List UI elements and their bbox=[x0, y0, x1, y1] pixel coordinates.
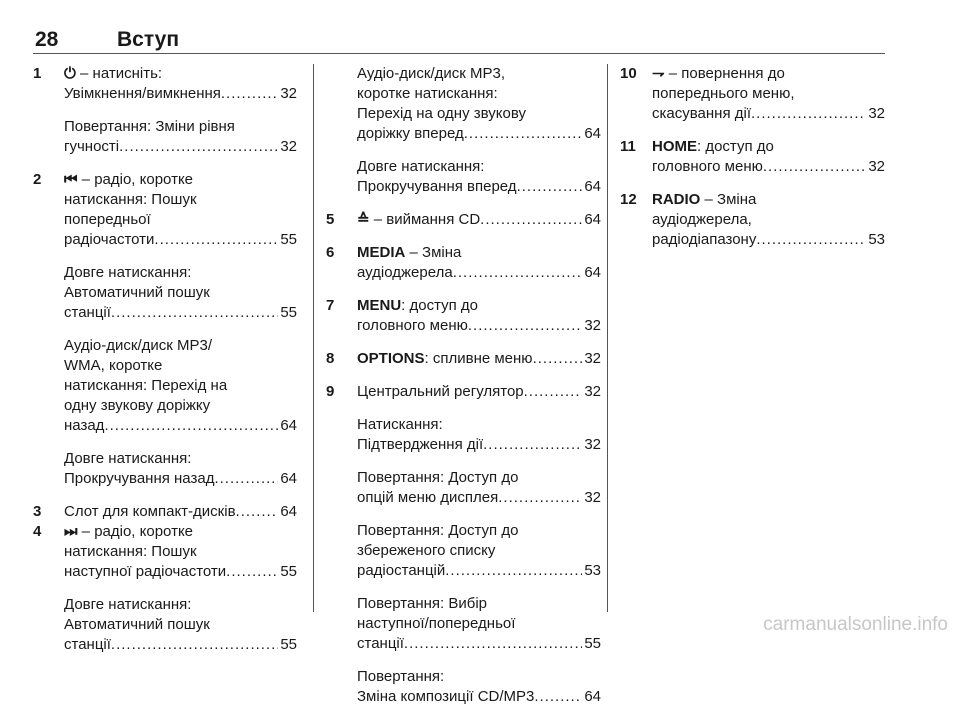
entry-text: натискання: Пошук bbox=[64, 191, 197, 208]
column-2 bbox=[326, 64, 601, 720]
entry-text: радіостанцій bbox=[357, 562, 446, 579]
page-ref: 53 bbox=[584, 562, 601, 579]
entry-12 bbox=[620, 190, 885, 250]
entry-text: гучності bbox=[64, 138, 120, 155]
entry-text: натискання: Перехід на bbox=[64, 377, 228, 394]
page-ref: 32 bbox=[868, 105, 885, 122]
entry-text: станції bbox=[64, 304, 111, 321]
entry-5 bbox=[326, 210, 601, 230]
entry-7 bbox=[326, 296, 601, 336]
entry-text: Повертання: Доступ до bbox=[357, 469, 519, 486]
page-ref: 64 bbox=[280, 470, 297, 487]
page-ref: 55 bbox=[280, 636, 297, 653]
back-icon: ⇁ bbox=[652, 65, 665, 82]
page-ref: 32 bbox=[868, 158, 885, 175]
page-ref: 64 bbox=[584, 264, 601, 281]
column-1 bbox=[33, 64, 297, 668]
page-ref: 64 bbox=[280, 503, 297, 520]
entry-number: 1 bbox=[33, 65, 42, 82]
entry-number: 7 bbox=[326, 297, 335, 314]
watermark: carmanualsonline.info bbox=[763, 614, 948, 635]
entry-text: коротке натискання: bbox=[357, 85, 498, 102]
entry-text: аудіоджерела bbox=[357, 264, 453, 281]
entry-number: 8 bbox=[326, 350, 335, 367]
page-ref: 32 bbox=[584, 383, 601, 400]
entry-text: Повертання: Зміни рівня bbox=[64, 118, 235, 135]
page-ref: 32 bbox=[584, 317, 601, 334]
entry-text: скасування дії bbox=[652, 105, 751, 122]
radio-button-label: RADIO bbox=[652, 191, 701, 208]
entry-number: 6 bbox=[326, 244, 335, 261]
entry-text: : спливне меню bbox=[424, 350, 533, 367]
entry-number: 3 bbox=[33, 503, 42, 520]
column-divider-1 bbox=[313, 64, 314, 612]
page-ref: 55 bbox=[280, 231, 297, 248]
page-ref: 32 bbox=[280, 85, 297, 102]
column-3 bbox=[620, 64, 885, 263]
page-title: Вступ bbox=[117, 28, 180, 51]
entry-text: Довге натискання: bbox=[64, 450, 192, 467]
page-ref: 32 bbox=[584, 489, 601, 506]
entry-text: опцій меню дисплея bbox=[357, 489, 499, 506]
entry-number: 2 bbox=[33, 171, 42, 188]
entry-11 bbox=[620, 137, 885, 177]
entry-text: назад bbox=[64, 417, 105, 434]
page-ref: 64 bbox=[280, 417, 297, 434]
entry-text: – радіо, коротке bbox=[77, 171, 194, 188]
entry-text: доріжку вперед bbox=[357, 125, 464, 142]
entry-1 bbox=[33, 64, 297, 157]
entry-text: Прокручування назад bbox=[64, 470, 215, 487]
entry-text: Натискання: bbox=[357, 416, 443, 433]
entry-text: Підтвердження дії bbox=[357, 436, 484, 453]
entry-text: аудіоджерела, bbox=[652, 211, 752, 228]
skip-forward-icon: ⏭ bbox=[64, 523, 78, 540]
entry-text: попередньої bbox=[64, 211, 151, 228]
entry-text: : доступ до bbox=[401, 297, 479, 314]
entry-text: – виймання CD bbox=[369, 211, 481, 228]
entry-6 bbox=[326, 243, 601, 283]
entry-text: Центральний регулятор bbox=[357, 383, 524, 400]
page-ref: 64 bbox=[584, 688, 601, 705]
entry-text: наступної радіочастоти bbox=[64, 563, 227, 580]
entry-text: Зміна композиції CD/MP3 bbox=[357, 688, 535, 705]
entry-text: станції bbox=[64, 636, 111, 653]
entry-text: Перехід на одну звукову bbox=[357, 105, 526, 122]
skip-back-icon: ⏮ bbox=[64, 171, 78, 188]
entry-number: 4 bbox=[33, 523, 42, 540]
entry-text: Увімкнення/вимкнення bbox=[64, 85, 221, 102]
options-button-label: OPTIONS bbox=[357, 350, 425, 367]
entry-text: : доступ до bbox=[697, 138, 774, 155]
entry-text: – Зміна bbox=[405, 244, 462, 261]
entry-text: одну звукову доріжку bbox=[64, 397, 211, 414]
entry-number: 10 bbox=[620, 65, 637, 82]
entry-4-continued bbox=[326, 64, 601, 197]
entry-text: наступної/попередньої bbox=[357, 615, 516, 632]
entry-number: 12 bbox=[620, 191, 637, 208]
entry-text: Автоматичний пошук bbox=[64, 616, 210, 633]
entry-text: натискання: Пошук bbox=[64, 543, 197, 560]
page-header bbox=[33, 28, 885, 54]
entry-text: головного меню bbox=[357, 317, 468, 334]
header-rule bbox=[33, 53, 885, 54]
entry-3 bbox=[33, 502, 297, 522]
entry-9 bbox=[326, 382, 601, 707]
entry-text: станції bbox=[357, 635, 404, 652]
entry-number: 11 bbox=[620, 138, 636, 155]
menu-button-label: MENU bbox=[357, 297, 402, 314]
entry-number: 9 bbox=[326, 383, 335, 400]
entry-text: Повертання: Вибір bbox=[357, 595, 487, 612]
page-ref: 32 bbox=[584, 350, 601, 367]
page-number: 28 bbox=[35, 28, 59, 51]
entry-text: головного меню bbox=[652, 158, 763, 175]
entry-text: Аудіо-диск/диск MP3, bbox=[357, 65, 505, 82]
page-ref: 32 bbox=[584, 436, 601, 453]
page-ref: 53 bbox=[868, 231, 885, 248]
column-divider-2 bbox=[607, 64, 608, 612]
entry-text: Довге натискання: bbox=[64, 264, 192, 281]
entry-8 bbox=[326, 349, 601, 369]
entry-10 bbox=[620, 64, 885, 124]
page-ref: 64 bbox=[584, 125, 601, 142]
entry-2 bbox=[33, 170, 297, 489]
entry-text: Повертання: bbox=[357, 668, 445, 685]
entry-text: Довге натискання: bbox=[357, 158, 485, 175]
entry-text: Повертання: Доступ до bbox=[357, 522, 519, 539]
power-icon: ⏻ bbox=[64, 65, 76, 82]
entry-text: – повернення до bbox=[664, 65, 785, 82]
eject-icon: ≙ bbox=[357, 211, 370, 228]
entry-text: Слот для компакт-дисків bbox=[64, 503, 236, 520]
entry-text: – радіо, коротке bbox=[77, 523, 194, 540]
entry-text: – Зміна bbox=[700, 191, 757, 208]
page-ref: 55 bbox=[280, 563, 297, 580]
media-button-label: MEDIA bbox=[357, 244, 406, 261]
home-button-label: HOME bbox=[652, 138, 697, 155]
entry-text: Аудіо-диск/диск MP3/ bbox=[64, 337, 212, 354]
page-ref: 55 bbox=[584, 635, 601, 652]
page-ref: 64 bbox=[584, 211, 601, 228]
entry-4 bbox=[33, 522, 297, 655]
entry-text: Автоматичний пошук bbox=[64, 284, 210, 301]
entry-text: Довге натискання: bbox=[64, 596, 192, 613]
page-ref: 32 bbox=[280, 138, 297, 155]
entry-text: збереженого списку bbox=[357, 542, 496, 559]
entry-number: 5 bbox=[326, 211, 335, 228]
entry-text: радіочастоти bbox=[64, 231, 155, 248]
entry-text: Прокручування вперед bbox=[357, 178, 517, 195]
entry-text: – натисніть: bbox=[75, 65, 163, 82]
entry-text: WMA, коротке bbox=[64, 357, 163, 374]
page-ref: 64 bbox=[584, 178, 601, 195]
entry-text: попереднього меню, bbox=[652, 85, 795, 102]
page-ref: 55 bbox=[280, 304, 297, 321]
entry-text: радіодіапазону bbox=[652, 231, 757, 248]
